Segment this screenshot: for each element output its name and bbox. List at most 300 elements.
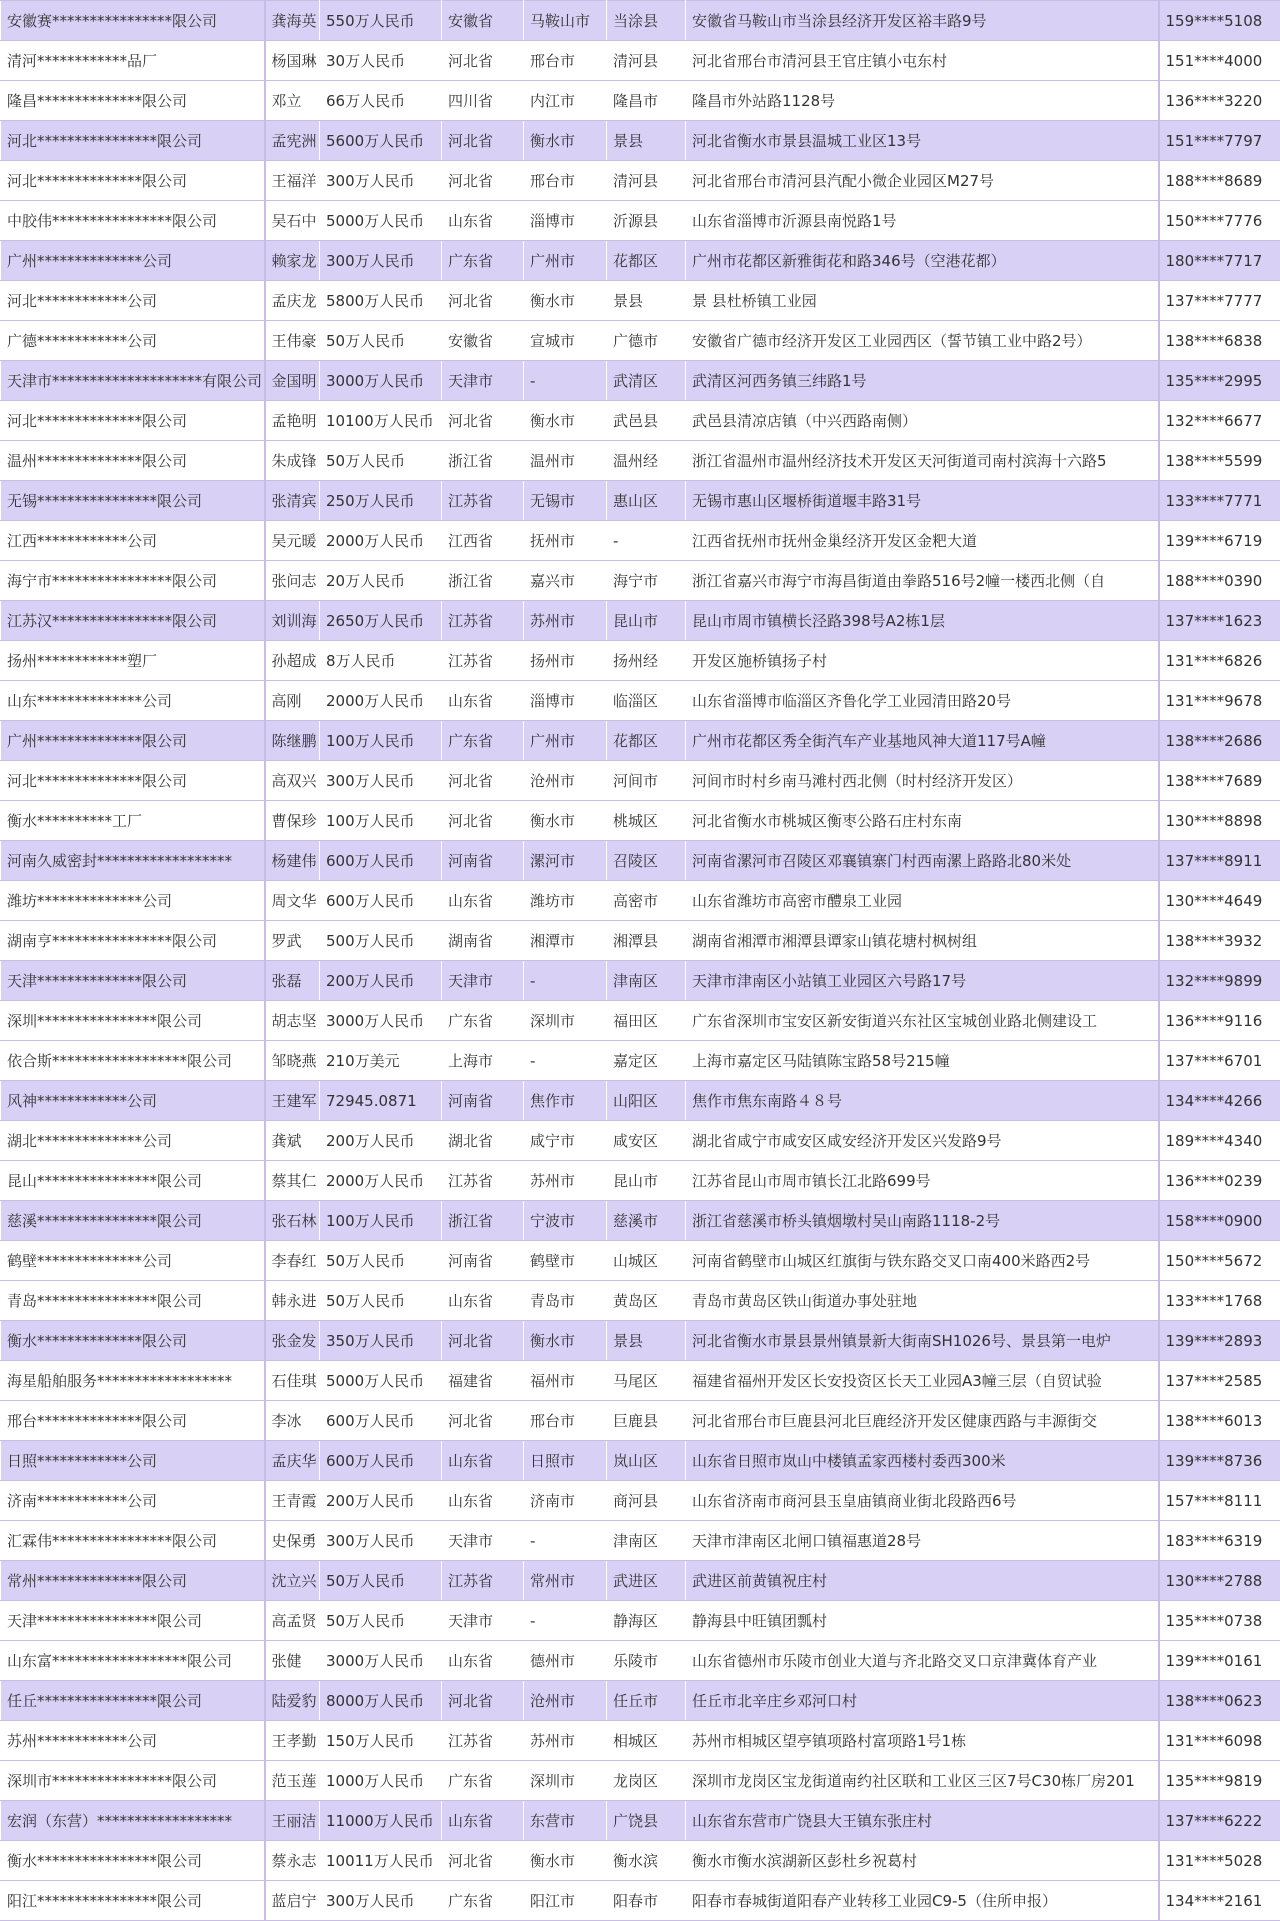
phone-cell: 135****0738 [1159,1601,1280,1641]
province-cell: 浙江省 [442,441,524,481]
company-cell: 山东富******************限公司 [1,1641,265,1681]
registered-capital-cell: 210万美元 [320,1041,442,1081]
phone-cell: 130****8898 [1159,801,1280,841]
county-cell: 隆昌市 [607,81,686,121]
table-row [1,1721,1280,1761]
city-cell: 广州市 [524,241,607,281]
table-row [1,1321,1280,1361]
table-row [1,1521,1280,1561]
contact-person-cell: 孟庆龙 [265,281,320,321]
city-cell: 沧州市 [524,761,607,801]
address-cell: 河南省漯河市召陵区邓襄镇寨门村西南漯上路路北80米处 [686,841,1159,881]
city-cell: - [524,1041,607,1081]
table-row [1,201,1280,241]
table-row [1,721,1280,761]
company-cell: 海星船舶服务****************** [1,1361,265,1401]
phone-cell: 137****8911 [1159,841,1280,881]
contact-person-cell: 邓立 [265,81,320,121]
province-cell: 河北省 [442,801,524,841]
company-cell: 扬州************塑厂 [1,641,265,681]
company-cell: 汇霖伟****************限公司 [1,1521,265,1561]
city-cell: 衡水市 [524,401,607,441]
contact-person-cell: 杨建伟 [265,841,320,881]
phone-cell: 139****8736 [1159,1441,1280,1481]
city-cell: 苏州市 [524,1161,607,1201]
registered-capital-cell: 200万人民币 [320,961,442,1001]
table-row [1,801,1280,841]
company-cell: 湖南亨****************限公司 [1,921,265,961]
table-row [1,1761,1280,1801]
registered-capital-cell: 50万人民币 [320,1561,442,1601]
city-cell: - [524,961,607,1001]
registered-capital-cell: 300万人民币 [320,761,442,801]
company-cell: 慈溪****************限公司 [1,1201,265,1241]
province-cell: 浙江省 [442,561,524,601]
table-row [1,601,1280,641]
province-cell: 广东省 [442,241,524,281]
company-cell: 无锡****************限公司 [1,481,265,521]
contact-person-cell: 胡志坚 [265,1001,320,1041]
registered-capital-cell: 200万人民币 [320,1121,442,1161]
county-cell: 湘潭县 [607,921,686,961]
county-cell: 景县 [607,1321,686,1361]
province-cell: 江苏省 [442,1721,524,1761]
table-row [1,521,1280,561]
registered-capital-cell: 150万人民币 [320,1721,442,1761]
province-cell: 江苏省 [442,1561,524,1601]
registered-capital-cell: 600万人民币 [320,881,442,921]
registered-capital-cell: 3000万人民币 [320,361,442,401]
company-cell: 天津****************限公司 [1,1601,265,1641]
contact-person-cell: 金国明 [265,361,320,401]
company-cell: 中胶伟****************限公司 [1,201,265,241]
province-cell: 湖北省 [442,1121,524,1161]
registered-capital-cell: 5800万人民币 [320,281,442,321]
province-cell: 四川省 [442,81,524,121]
address-cell: 河南省鹤壁市山城区红旗街与铁东路交叉口南400米路西2号 [686,1241,1159,1281]
contact-person-cell: 杨国琳 [265,41,320,81]
contact-person-cell: 王丽洁 [265,1801,320,1841]
table-row [1,1841,1280,1881]
company-cell: 江西************公司 [1,521,265,561]
address-cell: 河北省邢台市清河县王官庄镇小屯东村 [686,41,1159,81]
table-row [1,1241,1280,1281]
table-row [1,561,1280,601]
address-cell: 阳春市春城街道阳春产业转移工业园C9-5（住所申报） [686,1881,1159,1921]
table-row [1,361,1280,401]
county-cell: 当涂县 [607,1,686,41]
registered-capital-cell: 66万人民币 [320,81,442,121]
province-cell: 山东省 [442,1641,524,1681]
city-cell: 咸宁市 [524,1121,607,1161]
registered-capital-cell: 3000万人民币 [320,1641,442,1681]
table-row [1,81,1280,121]
table-row [1,241,1280,281]
phone-cell: 158****0900 [1159,1201,1280,1241]
county-cell: 广饶县 [607,1801,686,1841]
city-cell: 无锡市 [524,481,607,521]
table-row [1,1041,1280,1081]
city-cell: 漯河市 [524,841,607,881]
address-cell: 江西省抚州市抚州金巢经济开发区金粑大道 [686,521,1159,561]
county-cell: 景县 [607,121,686,161]
address-cell: 山东省淄博市临淄区齐鲁化学工业园清田路20号 [686,681,1159,721]
phone-cell: 137****6222 [1159,1801,1280,1841]
county-cell: 任丘市 [607,1681,686,1721]
phone-cell: 136****3220 [1159,81,1280,121]
province-cell: 河南省 [442,1081,524,1121]
address-cell: 焦作市焦东南路４８号 [686,1081,1159,1121]
county-cell: 咸安区 [607,1121,686,1161]
county-cell: 商河县 [607,1481,686,1521]
contact-person-cell: 朱成锋 [265,441,320,481]
address-cell: 广东省深圳市宝安区新安街道兴东社区宝城创业路北侧建设工 [686,1001,1159,1041]
city-cell: 邢台市 [524,41,607,81]
province-cell: 上海市 [442,1041,524,1081]
registered-capital-cell: 11000万人民币 [320,1801,442,1841]
city-cell: 衡水市 [524,121,607,161]
address-cell: 山东省潍坊市高密市醴泉工业园 [686,881,1159,921]
contact-person-cell: 蔡永志 [265,1841,320,1881]
address-cell: 上海市嘉定区马陆镇陈宝路58号215幢 [686,1041,1159,1081]
province-cell: 天津市 [442,1601,524,1641]
address-cell: 河北省邢台市巨鹿县河北巨鹿经济开发区健康西路与丰源街交 [686,1401,1159,1441]
table-row [1,441,1280,481]
company-cell: 天津市********************有限公司 [1,361,265,401]
address-cell: 福建省福州开发区长安投资区长天工业园A3幢三层（自贸试验 [686,1361,1159,1401]
phone-cell: 132****9899 [1159,961,1280,1001]
registered-capital-cell: 50万人民币 [320,1601,442,1641]
table-row [1,481,1280,521]
address-cell: 河北省衡水市景县景州镇景新大街南SH1026号、景县第一电炉 [686,1321,1159,1361]
contact-person-cell: 史保勇 [265,1521,320,1561]
company-cell: 潍坊**************公司 [1,881,265,921]
county-cell: 海宁市 [607,561,686,601]
table-row [1,161,1280,201]
province-cell: 天津市 [442,1521,524,1561]
registered-capital-cell: 300万人民币 [320,241,442,281]
phone-cell: 138****7689 [1159,761,1280,801]
contact-person-cell: 高刚 [265,681,320,721]
city-cell: 广州市 [524,721,607,761]
city-cell: 抚州市 [524,521,607,561]
city-cell: 苏州市 [524,601,607,641]
city-cell: 东营市 [524,1801,607,1841]
city-cell: 内江市 [524,81,607,121]
registered-capital-cell: 250万人民币 [320,481,442,521]
company-cell: 广州**************限公司 [1,721,265,761]
province-cell: 河北省 [442,1841,524,1881]
address-cell: 广州市花都区秀全街汽车产业基地风神大道117号A幢 [686,721,1159,761]
province-cell: 天津市 [442,961,524,1001]
contact-person-cell: 龚斌 [265,1121,320,1161]
county-cell: - [607,521,686,561]
table-row [1,1561,1280,1601]
company-cell: 湖北**************公司 [1,1121,265,1161]
county-cell: 津南区 [607,1521,686,1561]
phone-cell: 150****5672 [1159,1241,1280,1281]
registered-capital-cell: 600万人民币 [320,1441,442,1481]
company-cell: 安徽赛****************限公司 [1,1,265,41]
table-row [1,1881,1280,1921]
address-cell: 浙江省嘉兴市海宁市海昌街道由拳路516号2幢一楼西北侧（自 [686,561,1159,601]
county-cell: 衡水滨 [607,1841,686,1881]
address-cell: 山东省德州市乐陵市创业大道与齐北路交叉口京津冀体育产业 [686,1641,1159,1681]
address-cell: 浙江省温州市温州经济技术开发区天河街道司南村滨海十六路5 [686,441,1159,481]
registered-capital-cell: 1000万人民币 [320,1761,442,1801]
county-cell: 昆山市 [607,1161,686,1201]
city-cell: 衡水市 [524,1841,607,1881]
city-cell: 嘉兴市 [524,561,607,601]
phone-cell: 137****6701 [1159,1041,1280,1081]
province-cell: 河北省 [442,1401,524,1441]
address-cell: 浙江省慈溪市桥头镇烟墩村吴山南路1118-2号 [686,1201,1159,1241]
phone-cell: 135****9819 [1159,1761,1280,1801]
contact-person-cell: 高孟贤 [265,1601,320,1641]
county-cell: 花都区 [607,241,686,281]
address-cell: 衡水市衡水滨湖新区彭杜乡祝葛村 [686,1841,1159,1881]
phone-cell: 131****9678 [1159,681,1280,721]
county-cell: 扬州经 [607,641,686,681]
address-cell: 天津市津南区小站镇工业园区六号路17号 [686,961,1159,1001]
table-row [1,1281,1280,1321]
table-row [1,1801,1280,1841]
company-cell: 昆山****************限公司 [1,1161,265,1201]
company-cell: 任丘****************限公司 [1,1681,265,1721]
province-cell: 河北省 [442,121,524,161]
county-cell: 乐陵市 [607,1641,686,1681]
address-cell: 任丘市北辛庄乡邓河口村 [686,1681,1159,1721]
contact-person-cell: 王福洋 [265,161,320,201]
table-row [1,1361,1280,1401]
address-cell: 武进区前黄镇祝庄村 [686,1561,1159,1601]
province-cell: 河北省 [442,161,524,201]
company-cell: 清河************品厂 [1,41,265,81]
phone-cell: 151****7797 [1159,121,1280,161]
address-cell: 山东省东营市广饶县大王镇东张庄村 [686,1801,1159,1841]
contact-person-cell: 赖家龙 [265,241,320,281]
county-cell: 嘉定区 [607,1041,686,1081]
phone-cell: 136****0239 [1159,1161,1280,1201]
county-cell: 武进区 [607,1561,686,1601]
phone-cell: 131****6826 [1159,641,1280,681]
registered-capital-cell: 100万人民币 [320,801,442,841]
phone-cell: 132****6677 [1159,401,1280,441]
phone-cell: 137****7777 [1159,281,1280,321]
contact-person-cell: 韩永进 [265,1281,320,1321]
city-cell: 阳江市 [524,1881,607,1921]
company-cell: 日照************公司 [1,1441,265,1481]
company-cell: 衡水**********工厂 [1,801,265,841]
table-row [1,641,1280,681]
county-cell: 福田区 [607,1001,686,1041]
registered-capital-cell: 5000万人民币 [320,201,442,241]
table-row [1,1441,1280,1481]
company-cell: 广德************公司 [1,321,265,361]
table-row [1,121,1280,161]
registered-capital-cell: 2650万人民币 [320,601,442,641]
contact-person-cell: 孟宪洲 [265,121,320,161]
company-cell: 依合斯******************限公司 [1,1041,265,1081]
table-row [1,881,1280,921]
phone-cell: 133****7771 [1159,481,1280,521]
company-cell: 风神************公司 [1,1081,265,1121]
company-cell: 天津**************限公司 [1,961,265,1001]
phone-cell: 130****2788 [1159,1561,1280,1601]
phone-cell: 134****2161 [1159,1881,1280,1921]
address-cell: 青岛市黄岛区铁山街道办事处驻地 [686,1281,1159,1321]
county-cell: 武邑县 [607,401,686,441]
contact-person-cell: 王青霞 [265,1481,320,1521]
phone-cell: 133****1768 [1159,1281,1280,1321]
contact-person-cell: 孟艳明 [265,401,320,441]
table-row [1,321,1280,361]
contact-person-cell: 王孝勤 [265,1721,320,1761]
phone-cell: 135****2995 [1159,361,1280,401]
company-cell: 衡水**************限公司 [1,1321,265,1361]
table-body [1,1,1280,1921]
contact-person-cell: 张磊 [265,961,320,1001]
table-row [1,1081,1280,1121]
company-cell: 深圳市****************限公司 [1,1761,265,1801]
city-cell: 潍坊市 [524,881,607,921]
city-cell: 宣城市 [524,321,607,361]
contact-person-cell: 张健 [265,1641,320,1681]
county-cell: 津南区 [607,961,686,1001]
registered-capital-cell: 100万人民币 [320,721,442,761]
city-cell: 邢台市 [524,1401,607,1441]
phone-cell: 139****2893 [1159,1321,1280,1361]
registered-capital-cell: 2000万人民币 [320,1161,442,1201]
registered-capital-cell: 350万人民币 [320,1321,442,1361]
city-cell: 淄博市 [524,201,607,241]
city-cell: 福州市 [524,1361,607,1401]
table-row [1,1121,1280,1161]
city-cell: 衡水市 [524,281,607,321]
county-cell: 桃城区 [607,801,686,841]
registered-capital-cell: 200万人民币 [320,1481,442,1521]
contact-person-cell: 陈继鹏 [265,721,320,761]
county-cell: 阳春市 [607,1881,686,1921]
phone-cell: 188****8689 [1159,161,1280,201]
company-cell: 鹤壁**************公司 [1,1241,265,1281]
phone-cell: 157****8111 [1159,1481,1280,1521]
address-cell: 昆山市周市镇横长泾路398号A2栋1层 [686,601,1159,641]
contact-person-cell: 吴石中 [265,201,320,241]
city-cell: 沧州市 [524,1681,607,1721]
address-cell: 湖南省湘潭市湘潭县谭家山镇花塘村枫树组 [686,921,1159,961]
contact-person-cell: 张清宾 [265,481,320,521]
table-row [1,401,1280,441]
province-cell: 河北省 [442,401,524,441]
company-cell: 河北****************限公司 [1,121,265,161]
registered-capital-cell: 8000万人民币 [320,1681,442,1721]
province-cell: 河北省 [442,41,524,81]
contact-person-cell: 陆爱豹 [265,1681,320,1721]
city-cell: 德州市 [524,1641,607,1681]
contact-person-cell: 刘训海 [265,601,320,641]
province-cell: 河南省 [442,1241,524,1281]
contact-person-cell: 孙超成 [265,641,320,681]
registered-capital-cell: 8万人民币 [320,641,442,681]
registered-capital-cell: 5600万人民币 [320,121,442,161]
company-cell: 河北************公司 [1,281,265,321]
registered-capital-cell: 2000万人民币 [320,681,442,721]
county-cell: 惠山区 [607,481,686,521]
city-cell: - [524,1521,607,1561]
registered-capital-cell: 600万人民币 [320,841,442,881]
table-row [1,1401,1280,1441]
contact-person-cell: 曹保珍 [265,801,320,841]
contact-person-cell: 邹晓燕 [265,1041,320,1081]
address-cell: 景 县杜桥镇工业园 [686,281,1159,321]
company-cell: 宏润（东营）****************** [1,1801,265,1841]
phone-cell: 138****6013 [1159,1401,1280,1441]
company-cell: 山东**************公司 [1,681,265,721]
address-cell: 隆昌市外站路1128号 [686,81,1159,121]
table-row [1,281,1280,321]
table-row [1,761,1280,801]
registered-capital-cell: 100万人民币 [320,1201,442,1241]
province-cell: 山东省 [442,1801,524,1841]
county-cell: 黄岛区 [607,1281,686,1321]
city-cell: 焦作市 [524,1081,607,1121]
table-row [1,1681,1280,1721]
registered-capital-cell: 600万人民币 [320,1401,442,1441]
address-cell: 河北省衡水市景县温城工业区13号 [686,121,1159,161]
phone-cell: 151****4000 [1159,41,1280,81]
contact-person-cell: 蔡其仁 [265,1161,320,1201]
company-cell: 河北**************限公司 [1,161,265,201]
county-cell: 巨鹿县 [607,1401,686,1441]
phone-cell: 137****1623 [1159,601,1280,641]
contact-person-cell: 周文华 [265,881,320,921]
city-cell: 鹤壁市 [524,1241,607,1281]
address-cell: 武邑县清凉店镇（中兴西路南侧） [686,401,1159,441]
table-row [1,921,1280,961]
company-cell: 邢台**************限公司 [1,1401,265,1441]
city-cell: 日照市 [524,1441,607,1481]
city-cell: 扬州市 [524,641,607,681]
province-cell: 安徽省 [442,321,524,361]
contact-person-cell: 张石林 [265,1201,320,1241]
province-cell: 江苏省 [442,1161,524,1201]
county-cell: 临淄区 [607,681,686,721]
registered-capital-cell: 20万人民币 [320,561,442,601]
contact-person-cell: 蓝启宁 [265,1881,320,1921]
phone-cell: 139****6719 [1159,521,1280,561]
contact-person-cell: 孟庆华 [265,1441,320,1481]
city-cell: 马鞍山市 [524,1,607,41]
company-cell: 深圳****************限公司 [1,1001,265,1041]
province-cell: 广东省 [442,721,524,761]
address-cell: 山东省淄博市沂源县南悦路1号 [686,201,1159,241]
registered-capital-cell: 5000万人民币 [320,1361,442,1401]
city-cell: - [524,361,607,401]
county-cell: 相城区 [607,1721,686,1761]
contact-person-cell: 王建军 [265,1081,320,1121]
province-cell: 广东省 [442,1761,524,1801]
province-cell: 山东省 [442,1281,524,1321]
table-row [1,681,1280,721]
province-cell: 河北省 [442,1321,524,1361]
city-cell: 常州市 [524,1561,607,1601]
province-cell: 山东省 [442,881,524,921]
address-cell: 天津市津南区北闸口镇福惠道28号 [686,1521,1159,1561]
province-cell: 江苏省 [442,481,524,521]
province-cell: 福建省 [442,1361,524,1401]
table-row [1,1481,1280,1521]
